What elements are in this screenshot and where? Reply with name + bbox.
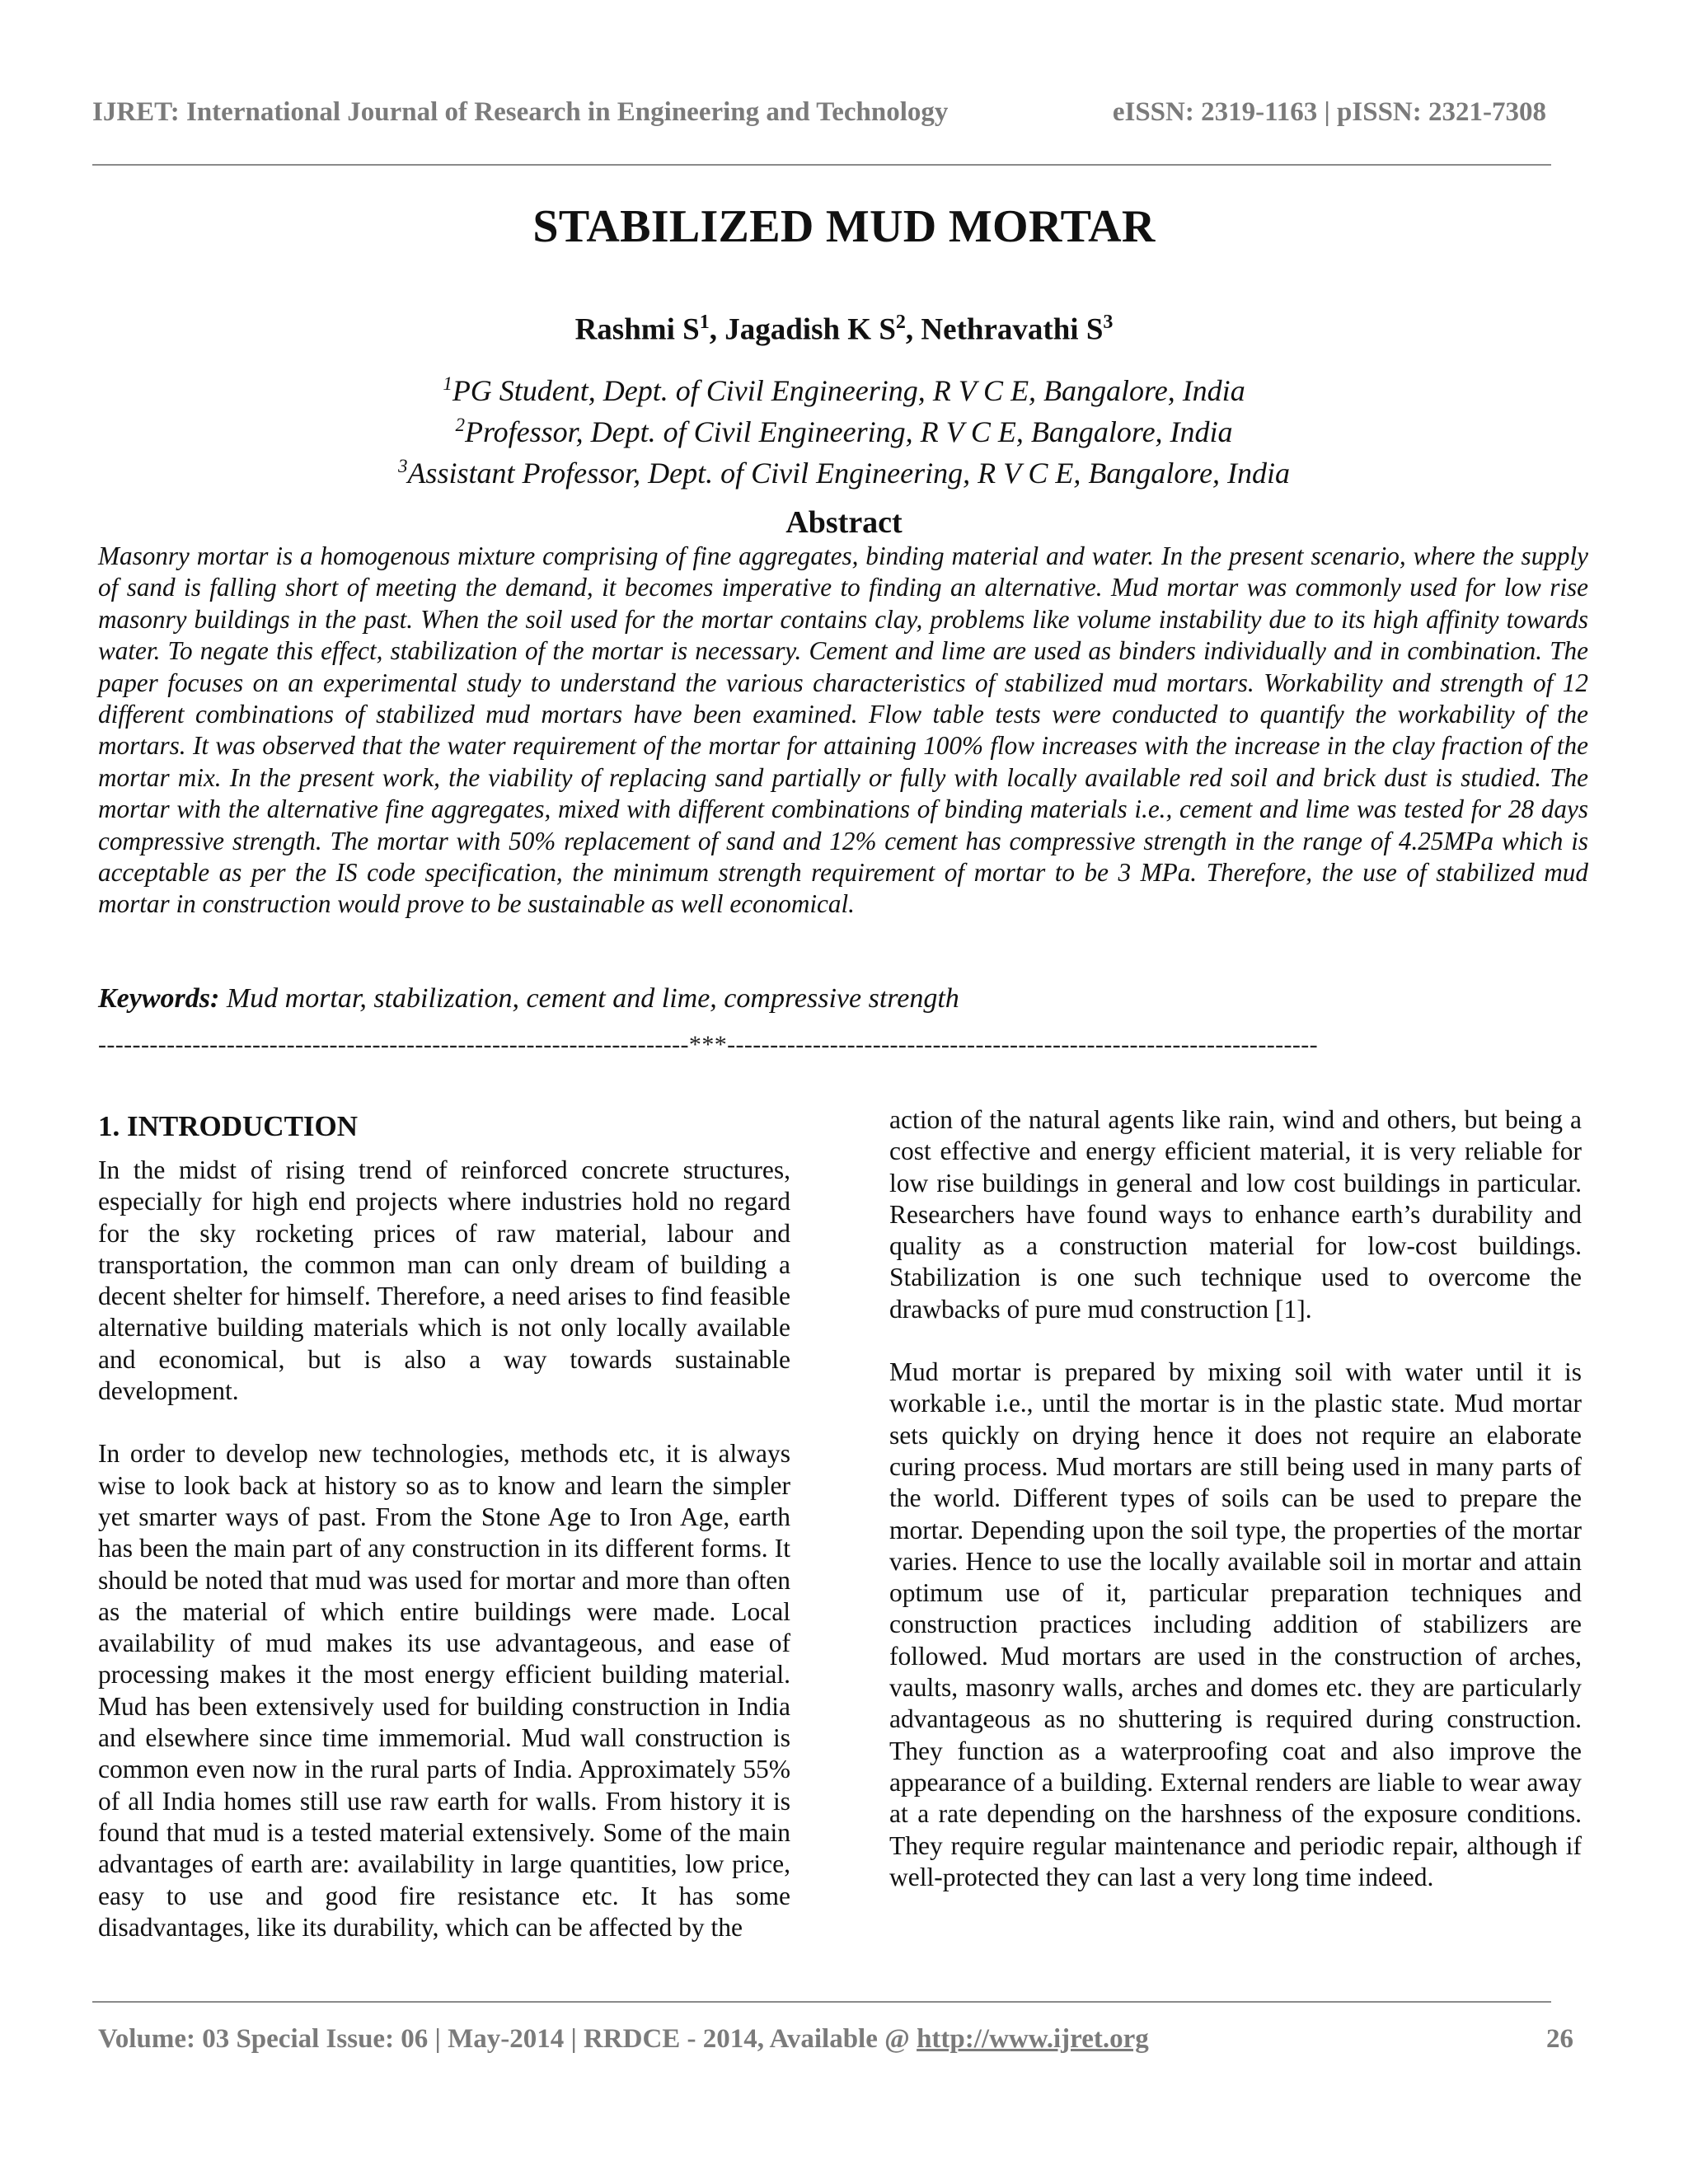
affiliation-text: Assistant Professor, Dept. of Civil Engineering, R V C E, Bangalore, India [407,457,1291,490]
paper-title: STABILIZED MUD MORTAR [532,201,1156,252]
author-name: Rashmi S [574,312,700,347]
running-header [92,97,1546,134]
paragraph: In order to develop new technologies, methods etc, it is always wise to look back at history so as to know and learn the simpler yet smarter ways of past. From the Stone Age to Iron Age, earth has been the main part of any construction in its different forms. It should be noted that mud was used for mortar and more than often as the material of which entire buildings were made. Local availability of mud makes its use advantageous, and ease of processing makes it the most energy efficient building material. Mud has been extensively used for building construction in India and elsewhere since time immemorial. Mud wall construction is common even now in the rural parts of India. Approximately 55% of all India homes still use raw earth for walls. From history it is found that mud is a tested material extensively. Some of the main advantages of earth are: availability in large quantities, low price, easy to use and good fire resistance etc. It has some disadvantages, like its durability, which can be affected by the [98,1439,790,1942]
affiliation [0,408,1688,449]
keywords-line [98,983,1588,1015]
running-footer [98,2024,1573,2060]
keywords-text: Mud mortar, stabilization, cement and lime, compressive strength [219,983,959,1014]
keywords-label: Keywords: [98,983,220,1014]
author-superscript: 3 [1103,312,1114,333]
volume-info [98,2024,1149,2055]
author-name: Jagadish K S [724,312,896,347]
abstract-heading: Abstract [785,505,903,540]
affiliation-list [0,367,1688,490]
paragraph: action of the natural agents like rain, wind and others, but being a cost effective and energy efficient material, it is very reliable for low rise buildings in general and low cost buildings in particular. Researchers have found ways to enhance earth’s durability and quality as a construction material for low-cost buildings. Stabilization is one such technique used to overcome the drawbacks of pure mud construction [1]. [889,1105,1582,1324]
journal-name: IJRET: International Journal of Research in Engineering and Technology [92,97,949,127]
section-heading: 1. INTRODUCTION [98,1110,359,1142]
affiliation [0,449,1688,490]
affiliation-superscript: 1 [443,373,452,394]
affiliation-superscript: 2 [455,415,465,435]
issn-numbers: eISSN: 2319-1163 | pISSN: 2321-7308 [1112,97,1546,127]
affiliation-text: Professor, Dept. of Civil Engineering, R V C E, Bangalore, India [464,415,1233,448]
author-superscript: 2 [895,312,906,333]
journal-link[interactable]: http://www.ijret.org [917,2024,1149,2054]
affiliation-superscript: 3 [397,456,408,476]
volume-text: Volume: 03 Special Issue: 06 | May-2014 | RRDCE - 2014, Available @ [98,2024,917,2054]
paragraph: In the midst of rising trend of reinforced concrete structures, especially for high end projects where industries hold no regard for the sky rocketing prices of raw material, labour and transportation, the common man can only dream of building a decent shelter for himself. Therefore, a need arises to find feasible alternative building materials which is not only locally available and economical, but is also a way towards sustainable development. [98,1155,790,1406]
header-rule [92,164,1551,166]
affiliation-text: PG Student, Dept. of Civil Engineering, R V C E, Bangalore, India [452,374,1245,407]
abstract-body: Masonry mortar is a homogenous mixture comprising of fine aggregates, binding material and water. In the present scenario, where the supply of sand is falling short of meeting the demand, it becomes imperative to finding an alternative. Mud mortar was commonly used for low rise masonry buildings in the past. When the soil used for the mortar contains clay, problems like volume instability due to its high affinity towards water. To negate this effect, stabilization of the mortar is necessary. Cement and lime are used as binders individually and in combination. The paper focuses on an experimental study to understand the various characteristics of stabilized mud mortars. Workability and strength of 12 different combinations of stabilized mud mortars have been examined. Flow table tests were conducted to quantify the workability of the mortars. It was observed that the water requirement of the mortar for attaining 100% flow increases with the increase in the clay fraction of the mortar mix. In the present work, the viability of replacing sand partially or fully with locally available red soil and brick dust is studied. The mortar with the alternative fine aggregates, mixed with different combinations of binding materials i.e., cement and lime was tested for 28 days compressive strength. The mortar with 50% replacement of sand and 12% cement has compressive strength in the range of 4.25MPa which is acceptable as per the IS code specification, the minimum strength requirement of mortar to be 3 MPa. Therefore, the use of stabilized mud mortar in construction would prove to be sustainable as well economical. [98,541,1588,919]
footer-rule [92,2001,1551,2003]
author-superscript: 1 [699,312,710,333]
section-separator: ---------------------------------------------------------------------***--------------------------------------------------------------------- [98,1031,1319,1058]
affiliation [0,367,1688,408]
right-column [889,1104,1582,1924]
author-name: Nethravathi S [921,312,1104,347]
page-number: 26 [1546,2024,1573,2054]
paragraph: Mud mortar is prepared by mixing soil with water until it is workable i.e., until the mortar is in the plastic state. Mud mortar sets quickly on drying hence it does not require an elaborate curing process. Mud mortars are still being used in many parts of the world. Different types of soils can be used to prepare the mortar. Depending upon the soil type, the properties of the mortar varies. Hence to use the locally available soil in mortar and attain optimum use of it, particular preparation techniques and construction practices including addition of stabilizers are followed. Mud mortars are used in the construction of arches, vaults, masonry walls, arches and domes etc. they are particularly advantageous as no shuttering is required during construction. They function as a waterproofing coat and also improve the appearance of a building. External renders are liable to wear away at a rate depending on the harshness of the exposure conditions. They require regular maintenance and periodic repair, although if well-protected they can last a very long time indeed. [889,1357,1582,1891]
left-column [98,1110,790,1975]
author-list: Rashmi $S^1$, Jagadish K $S^2$, Nethravathi $S^3$ [574,312,1114,347]
